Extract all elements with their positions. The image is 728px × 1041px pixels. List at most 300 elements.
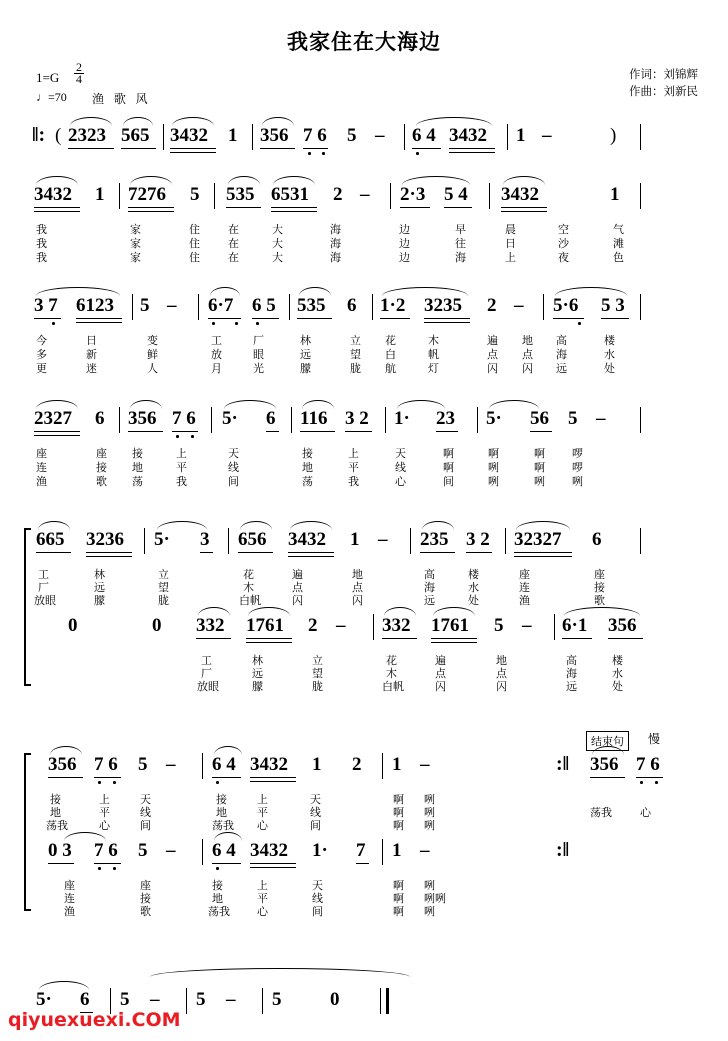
lyric-syllable: 在 bbox=[228, 237, 239, 250]
lyric-syllable: 咧 bbox=[424, 819, 435, 832]
slur bbox=[70, 117, 112, 126]
barline bbox=[382, 753, 383, 779]
lyric-syllable: 遍 bbox=[487, 334, 498, 347]
lyric-syllable: 座 bbox=[96, 447, 107, 460]
octave-dot bbox=[98, 867, 101, 870]
beam bbox=[128, 431, 163, 432]
beam bbox=[252, 318, 279, 319]
slur bbox=[38, 521, 70, 530]
note-group: – bbox=[514, 295, 524, 316]
lyric-syllable: 闪 bbox=[522, 362, 533, 375]
barline bbox=[385, 407, 386, 433]
note-group: – bbox=[166, 754, 176, 775]
lyric-syllable: 工 bbox=[201, 654, 212, 667]
note-group: 535 bbox=[226, 184, 255, 205]
lyric-syllable: 座 bbox=[64, 879, 75, 892]
barline bbox=[640, 294, 641, 320]
lyric-syllable: 平 bbox=[257, 892, 268, 905]
lyric-syllable: 心 bbox=[99, 819, 110, 832]
note-group: 5 bbox=[120, 989, 130, 1010]
note-group: – bbox=[336, 615, 346, 636]
lyric-syllable: 地 bbox=[302, 461, 313, 474]
beam bbox=[246, 638, 292, 639]
note-group: 7 6 bbox=[636, 754, 660, 775]
beam bbox=[424, 318, 470, 319]
lyric-syllable: 更 bbox=[36, 362, 47, 375]
barline bbox=[390, 183, 391, 209]
lyric-syllable: 海 bbox=[556, 348, 567, 361]
lyric-syllable: 啰 bbox=[572, 447, 583, 460]
slur bbox=[516, 521, 570, 530]
octave-dot bbox=[322, 152, 325, 155]
lyric-syllable: 心 bbox=[395, 475, 406, 488]
beam bbox=[246, 642, 292, 643]
lyric-syllable: 海 bbox=[330, 251, 341, 264]
lyric-syllable: 往 bbox=[455, 237, 466, 250]
note-group: 1 bbox=[516, 125, 526, 146]
lyric-syllable: 大 bbox=[272, 237, 283, 250]
barline bbox=[543, 294, 544, 320]
lyric-syllable: 连 bbox=[519, 581, 530, 594]
lyric-syllable: 上 bbox=[257, 793, 268, 806]
barline bbox=[202, 753, 203, 779]
lyric-syllable: 地 bbox=[352, 568, 363, 581]
note-group: 3 2 bbox=[345, 408, 369, 429]
lyric-syllable: 心 bbox=[257, 905, 268, 918]
lyric-syllable: 啊 bbox=[534, 447, 545, 460]
lyric-syllable: 咧 bbox=[424, 806, 435, 819]
beam bbox=[501, 207, 547, 208]
lyric-syllable: 天 bbox=[395, 447, 406, 460]
lyric-syllable: 我 bbox=[36, 237, 47, 250]
lyric-syllable: 咧 bbox=[424, 905, 435, 918]
lyric-syllable: 啊 bbox=[393, 819, 404, 832]
lyric-syllable: 渔 bbox=[64, 905, 75, 918]
beam bbox=[562, 638, 592, 639]
slur bbox=[564, 607, 640, 616]
lyric-syllable: 工 bbox=[211, 334, 222, 347]
note-group: 356 bbox=[608, 615, 637, 636]
note-group: 6 bbox=[95, 408, 105, 429]
note-group: 6·7 bbox=[208, 295, 234, 316]
lyric-syllable: 色 bbox=[613, 251, 624, 264]
beam bbox=[288, 556, 334, 557]
lyric-syllable: 地 bbox=[50, 806, 61, 819]
slur bbox=[397, 400, 445, 409]
lyric-syllable: 接 bbox=[96, 461, 107, 474]
lyric-syllable: 啊 bbox=[443, 447, 454, 460]
barline bbox=[640, 407, 641, 433]
beam bbox=[48, 863, 74, 864]
composer-credit: 作曲：刘新民 bbox=[629, 84, 698, 98]
lyric-syllable: 啰 bbox=[572, 461, 583, 474]
barline bbox=[554, 614, 555, 640]
lyric-syllable: 渔 bbox=[519, 594, 530, 607]
octave-dot bbox=[216, 781, 219, 784]
octave-dot bbox=[212, 322, 215, 325]
beam bbox=[449, 148, 495, 149]
lyric-syllable: 接 bbox=[216, 793, 227, 806]
lyric-syllable: 胧 bbox=[350, 362, 361, 375]
lyric-syllable: 海 bbox=[566, 667, 577, 680]
lyric-syllable: 楼 bbox=[468, 568, 479, 581]
lyric-syllable: 咧 bbox=[534, 475, 545, 488]
beam bbox=[297, 318, 332, 319]
lyric-syllable: 啊 bbox=[393, 892, 404, 905]
lyric-syllable: 啊 bbox=[393, 879, 404, 892]
lyric-syllable: 渔 bbox=[36, 475, 47, 488]
note-group: ( bbox=[55, 125, 62, 146]
octave-dot bbox=[655, 781, 658, 784]
barline bbox=[228, 528, 229, 554]
note-group: 5 4 bbox=[444, 184, 468, 205]
beam bbox=[172, 431, 198, 432]
lyric-syllable: 间 bbox=[443, 475, 454, 488]
barline bbox=[186, 988, 187, 1014]
slur bbox=[489, 400, 539, 409]
note-group: 2·3 bbox=[400, 184, 426, 205]
barline bbox=[505, 528, 506, 554]
beam bbox=[200, 552, 213, 553]
lyric-syllable: 在 bbox=[228, 223, 239, 236]
lyric-syllable: 接 bbox=[132, 447, 143, 460]
lyric-syllable: 闪 bbox=[292, 594, 303, 607]
note-group: 5·6 bbox=[553, 295, 579, 316]
beam bbox=[420, 552, 455, 553]
lyric-syllable: 上 bbox=[257, 879, 268, 892]
lyric-syllable: 花 bbox=[243, 568, 254, 581]
site-watermark bbox=[8, 1009, 181, 1031]
slur bbox=[39, 981, 89, 990]
beam bbox=[226, 207, 261, 208]
lyric-syllable: 间 bbox=[310, 819, 321, 832]
note-group: 0 bbox=[330, 989, 340, 1010]
barline bbox=[372, 294, 373, 320]
lyric-syllable: 望 bbox=[350, 348, 361, 361]
lyric-syllable: 点 bbox=[352, 581, 363, 594]
beam bbox=[86, 556, 132, 557]
barline bbox=[214, 183, 215, 209]
slur bbox=[302, 400, 334, 409]
lyric-syllable: 厂 bbox=[38, 581, 49, 594]
beam bbox=[250, 777, 296, 778]
note-group: 3432 bbox=[250, 754, 288, 775]
beam bbox=[636, 777, 663, 778]
note-group: 5 bbox=[138, 754, 148, 775]
note-group: 3432 bbox=[170, 125, 208, 146]
octave-dot bbox=[235, 322, 238, 325]
note-group: – bbox=[596, 408, 606, 429]
note-group: 2 bbox=[333, 184, 343, 205]
lyric-syllable: 啊 bbox=[534, 461, 545, 474]
lyric-syllable: 接 bbox=[140, 892, 151, 905]
note-group: – bbox=[542, 125, 552, 146]
beam bbox=[238, 552, 273, 553]
lyric-syllable: 平 bbox=[176, 461, 187, 474]
note-group: 7 6 bbox=[94, 840, 118, 861]
slur bbox=[555, 287, 627, 296]
beam bbox=[36, 552, 71, 553]
slur bbox=[416, 117, 492, 126]
music-system-5 bbox=[0, 529, 728, 693]
lyric-syllable: 高 bbox=[556, 334, 567, 347]
lyric-syllable: 厂 bbox=[201, 667, 212, 680]
note-group: 6 bbox=[80, 989, 90, 1010]
beam bbox=[436, 431, 458, 432]
lyric-syllable: 地 bbox=[522, 334, 533, 347]
lyric-syllable: 天 bbox=[140, 793, 151, 806]
octave-dot bbox=[256, 322, 259, 325]
lyric-syllable: 人 bbox=[147, 362, 158, 375]
beam bbox=[196, 638, 231, 639]
beam bbox=[514, 552, 572, 553]
slur bbox=[290, 521, 332, 530]
music-system-6 bbox=[0, 732, 728, 918]
note-group: – bbox=[360, 184, 370, 205]
note-group: 3235 bbox=[424, 295, 462, 316]
barline bbox=[373, 614, 374, 640]
lyric-syllable: 家 bbox=[130, 237, 141, 250]
lyric-syllable: 大 bbox=[272, 223, 283, 236]
beam bbox=[271, 211, 317, 212]
note-group: 5 bbox=[190, 184, 200, 205]
octave-dot bbox=[113, 867, 116, 870]
lyric-syllable: 家 bbox=[130, 251, 141, 264]
lyric-syllable: 大 bbox=[272, 251, 283, 264]
lyric-syllable: 荡我 bbox=[208, 905, 230, 918]
note-group: 5 bbox=[347, 125, 357, 146]
slur bbox=[228, 176, 260, 185]
beam bbox=[514, 556, 572, 557]
note-group: 6123 bbox=[76, 295, 114, 316]
note-group: 6531 bbox=[271, 184, 309, 205]
slur bbox=[384, 607, 416, 616]
lyric-syllable: 迷 bbox=[86, 362, 97, 375]
beam bbox=[34, 207, 80, 208]
lyric-syllable: 日 bbox=[86, 334, 97, 347]
note-group: 1· bbox=[312, 840, 328, 861]
lyric-syllable: 多 bbox=[36, 348, 47, 361]
watermark-text: qiyuexuexi bbox=[8, 1009, 125, 1031]
lyric-syllable: 点 bbox=[496, 667, 507, 680]
music-system-2 bbox=[0, 185, 728, 265]
lyric-syllable: 啊 bbox=[443, 461, 454, 474]
lyric-syllable: 楼 bbox=[612, 654, 623, 667]
barline bbox=[291, 407, 292, 433]
note-group: 332 bbox=[196, 615, 225, 636]
note-group: 3236 bbox=[86, 529, 124, 550]
note-group: ) bbox=[610, 125, 617, 146]
note-group: 0 bbox=[68, 615, 78, 636]
lyric-syllable: 上 bbox=[99, 793, 110, 806]
repeat-start-sign: ‖: bbox=[32, 124, 46, 146]
lyric-syllable: 心 bbox=[257, 819, 268, 832]
beam bbox=[76, 318, 122, 319]
note-group: 5 bbox=[140, 295, 150, 316]
note-group: 6 4 bbox=[212, 754, 236, 775]
lyric-syllable: 放 bbox=[211, 348, 222, 361]
slur bbox=[299, 287, 331, 296]
lyric-syllable: 住 bbox=[189, 237, 200, 250]
slur bbox=[210, 287, 240, 296]
beam bbox=[34, 318, 61, 319]
lyric-syllable: 啊 bbox=[393, 806, 404, 819]
lyric-syllable: 闪 bbox=[487, 362, 498, 375]
lyric-syllable: 啊 bbox=[393, 793, 404, 806]
slur bbox=[214, 832, 242, 841]
lyric-syllable: 月 bbox=[211, 362, 222, 375]
barline bbox=[144, 528, 145, 554]
lyric-syllable: 林 bbox=[300, 334, 311, 347]
lyric-syllable: 住 bbox=[189, 251, 200, 264]
lyric-syllable: 边 bbox=[399, 251, 410, 264]
note-group: 6 bbox=[266, 408, 276, 429]
beam bbox=[68, 148, 114, 149]
lyric-syllable: 放眼 bbox=[197, 680, 219, 693]
note-group: 116 bbox=[300, 408, 328, 429]
ending-phrase-label: 结束句 bbox=[586, 731, 629, 751]
lyric-syllable: 水 bbox=[468, 581, 479, 594]
beam bbox=[601, 318, 629, 319]
watermark-suffix: .COM bbox=[124, 1009, 181, 1031]
beam bbox=[431, 642, 477, 643]
lyric-syllable: 荡我 bbox=[212, 819, 234, 832]
lyric-syllable: 在 bbox=[228, 251, 239, 264]
slur bbox=[273, 176, 315, 185]
lyric-syllable: 心 bbox=[640, 806, 651, 819]
lyric-syllable: 荡 bbox=[302, 475, 313, 488]
lyric-syllable: 海 bbox=[330, 223, 341, 236]
lyric-syllable: 接 bbox=[212, 879, 223, 892]
beam bbox=[128, 211, 174, 212]
barline bbox=[211, 407, 212, 433]
lyricist-credit: 作词：刘锦辉 bbox=[629, 67, 698, 81]
slur bbox=[382, 287, 468, 296]
slur bbox=[240, 521, 272, 530]
note-group: 6 bbox=[347, 295, 357, 316]
lyric-syllable: 气 bbox=[613, 223, 624, 236]
lyric-syllable: 闪 bbox=[496, 680, 507, 693]
slur bbox=[248, 607, 290, 616]
octave-dot bbox=[416, 152, 419, 155]
note-group: 235 bbox=[420, 529, 449, 550]
note-group: 5 bbox=[138, 840, 148, 861]
lyric-syllable: 朦 bbox=[94, 594, 105, 607]
slur bbox=[198, 607, 230, 616]
system-brace bbox=[24, 753, 26, 911]
slur bbox=[36, 287, 120, 296]
lyric-syllable: 帆 bbox=[428, 348, 439, 361]
barline bbox=[489, 183, 490, 209]
note-group: 1761 bbox=[431, 615, 469, 636]
lyric-syllable: 朦 bbox=[252, 680, 263, 693]
note-group: 5· bbox=[486, 408, 502, 429]
note-group: 1761 bbox=[246, 615, 284, 636]
note-group: 6·1 bbox=[562, 615, 588, 636]
slur bbox=[402, 176, 470, 185]
beam bbox=[424, 322, 470, 323]
lyric-syllable: 点 bbox=[487, 348, 498, 361]
slur bbox=[172, 117, 214, 126]
beam bbox=[250, 781, 296, 782]
lyric-syllable: 楼 bbox=[604, 334, 615, 347]
lyric-syllable: 木 bbox=[386, 667, 397, 680]
lyric-syllable: 远 bbox=[424, 594, 435, 607]
note-group: 5· bbox=[154, 529, 170, 550]
lyric-syllable: 座 bbox=[140, 879, 151, 892]
note-group: 332 bbox=[382, 615, 411, 636]
beam bbox=[76, 322, 122, 323]
beam bbox=[266, 431, 279, 432]
beam bbox=[590, 777, 625, 778]
lyric-syllable: 海 bbox=[330, 237, 341, 250]
note-group: 565 bbox=[121, 125, 150, 146]
lyric-syllable: 荡我 bbox=[590, 806, 612, 819]
note-group: 665 bbox=[36, 529, 65, 550]
lyric-syllable: 远 bbox=[300, 348, 311, 361]
slur bbox=[130, 400, 162, 409]
lyric-syllable: 上 bbox=[348, 447, 359, 460]
slur bbox=[64, 832, 106, 841]
lyric-syllable: 地 bbox=[212, 892, 223, 905]
barline bbox=[404, 124, 405, 150]
note-group: – bbox=[420, 840, 430, 861]
lyric-syllable: 间 bbox=[228, 475, 239, 488]
lyric-syllable: 闪 bbox=[435, 680, 446, 693]
beam bbox=[34, 211, 80, 212]
lyric-syllable: 高 bbox=[566, 654, 577, 667]
lyric-syllable: 歌 bbox=[594, 594, 605, 607]
lyric-syllable: 远 bbox=[252, 667, 263, 680]
lyric-syllable: 立 bbox=[350, 334, 361, 347]
lyric-syllable: 线 bbox=[228, 461, 239, 474]
beam bbox=[449, 152, 495, 153]
lyric-syllable: 平 bbox=[257, 806, 268, 819]
lyric-syllable: 咧 bbox=[488, 475, 499, 488]
barline bbox=[163, 124, 164, 150]
slur bbox=[422, 521, 454, 530]
lyric-syllable: 遍 bbox=[292, 568, 303, 581]
beam bbox=[530, 431, 552, 432]
beam bbox=[94, 863, 121, 864]
note-group: 6 4 bbox=[212, 840, 236, 861]
lyric-syllable: 边 bbox=[399, 223, 410, 236]
lyric-syllable: 接 bbox=[594, 581, 605, 594]
note-group: 1 bbox=[95, 184, 105, 205]
lyric-syllable: 我 bbox=[348, 475, 359, 488]
note-group: 7 6 bbox=[172, 408, 196, 429]
lyric-syllable: 花 bbox=[385, 334, 396, 347]
note-group: 23 bbox=[436, 408, 455, 429]
time-signature bbox=[74, 62, 84, 85]
beam bbox=[501, 211, 547, 212]
note-group: 5 3 bbox=[601, 295, 625, 316]
barline bbox=[380, 988, 381, 1014]
lyric-syllable: 座 bbox=[594, 568, 605, 581]
lyric-syllable: 间 bbox=[312, 905, 323, 918]
beam bbox=[48, 777, 83, 778]
lyric-syllable: 灯 bbox=[428, 362, 439, 375]
lyric-syllable: 远 bbox=[556, 362, 567, 375]
music-system-3 bbox=[0, 296, 728, 376]
lyric-syllable: 住 bbox=[189, 223, 200, 236]
beam bbox=[94, 777, 121, 778]
lyric-syllable: 上 bbox=[176, 447, 187, 460]
lyric-syllable: 平 bbox=[348, 461, 359, 474]
lyric-syllable: 座 bbox=[36, 447, 47, 460]
barline bbox=[382, 839, 383, 865]
lyric-syllable: 变 bbox=[147, 334, 158, 347]
